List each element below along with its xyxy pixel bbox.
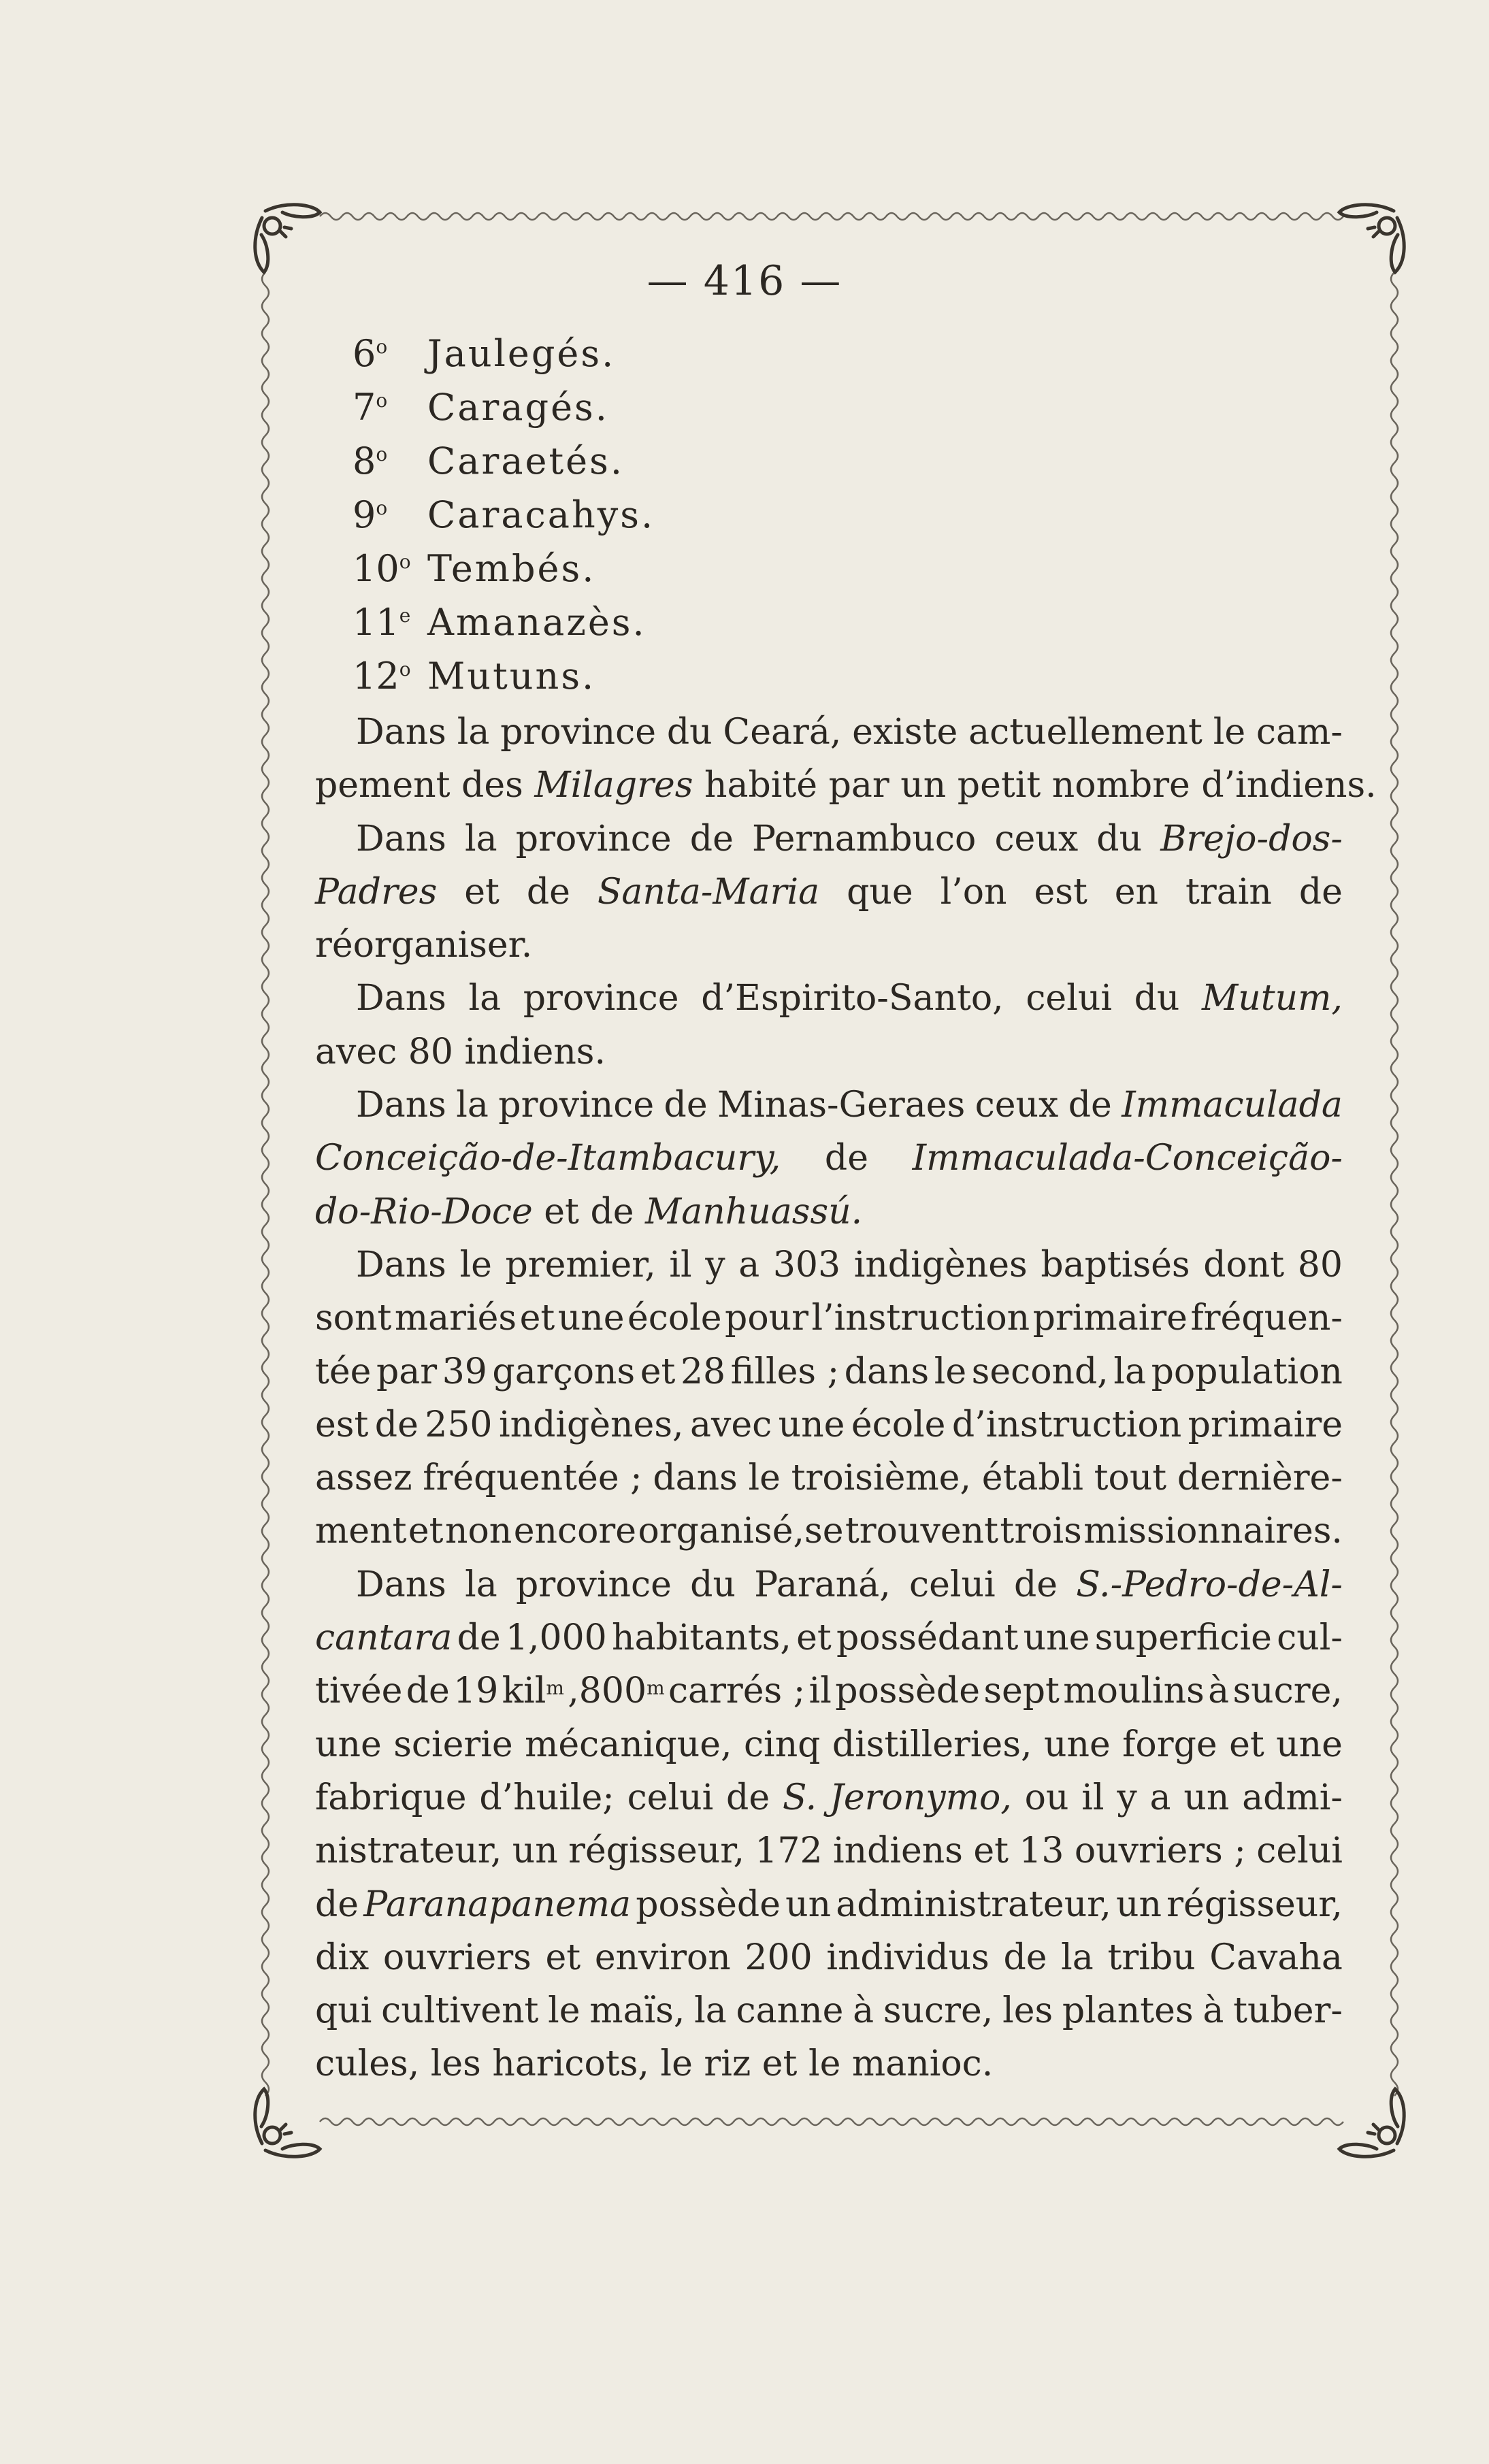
text-segment: dans	[844, 1351, 930, 1392]
text-line	[315, 2037, 1343, 2090]
nation-name: Jaulegés.	[427, 332, 616, 375]
text-segment: de	[664, 1085, 708, 1126]
text-segment: une	[1276, 1724, 1343, 1765]
text-segment: à	[1208, 1671, 1230, 1712]
text-segment: et	[408, 1511, 444, 1552]
text-segment: tée	[315, 1351, 372, 1392]
text-segment: primaire	[1188, 1404, 1343, 1445]
text-segment: et	[973, 1830, 1009, 1872]
text-segment: dernière-	[1177, 1458, 1343, 1499]
text-segment: de	[689, 818, 734, 859]
text-line	[315, 1878, 1343, 1931]
corner-ornament-bottom-left	[245, 2082, 327, 2164]
text-segment: garçons	[492, 1351, 636, 1392]
text-segment: cultivent	[381, 1990, 539, 2032]
text-segment: sucre,	[1232, 1671, 1343, 1712]
text-segment: et	[1229, 1724, 1264, 1765]
text-segment: Dans	[356, 978, 446, 1019]
italic-segment: S.-Pedro-de-Al-	[1076, 1564, 1343, 1605]
text-line	[315, 1398, 1343, 1451]
text-segment: moulins	[1063, 1671, 1205, 1712]
text-segment: tout	[1094, 1458, 1167, 1499]
text-segment: habitants,	[611, 1617, 791, 1659]
text-segment: d’Espirito-Santo,	[701, 978, 1004, 1019]
text-segment: celui	[1026, 978, 1112, 1019]
text-segment: établi	[981, 1458, 1083, 1499]
text-segment: de	[406, 1671, 450, 1712]
text-segment: de	[315, 1884, 359, 1925]
text-segment: de	[457, 1617, 501, 1659]
nation-name: Caraetés.	[427, 440, 625, 482]
nation-name: Amanazès.	[427, 601, 647, 644]
text-segment: dans	[653, 1458, 738, 1499]
text-segment: troisième,	[791, 1458, 971, 1499]
text-segment: ceux	[975, 1085, 1059, 1126]
text-segment: que	[847, 871, 913, 913]
text-segment: il	[808, 1671, 832, 1712]
text-line	[315, 1505, 1343, 1558]
text-segment: dont	[1203, 1244, 1285, 1285]
text-segment: le	[748, 1458, 781, 1499]
text-segment: fréquen-	[1190, 1298, 1343, 1339]
text-segment: mécanique,	[525, 1724, 732, 1765]
text-segment: existe	[852, 712, 958, 753]
nation-item	[353, 320, 655, 374]
nation-number: 10$^o$	[353, 547, 411, 590]
text-segment: a	[1149, 1777, 1171, 1818]
text-segment: l’on	[940, 871, 1007, 913]
text-segment: régisseur,	[568, 1830, 744, 1872]
text-segment: Dans	[356, 1564, 446, 1605]
unit-segment: ,800$^m$	[568, 1671, 665, 1712]
text-segment: tuber-	[1233, 1990, 1343, 2032]
text-segment: en	[1114, 871, 1159, 913]
frame-left-border	[257, 272, 274, 2096]
text-segment: d’huile;	[479, 1777, 615, 1818]
text-segment: tribu	[1107, 1937, 1196, 1978]
text-segment: la	[457, 712, 490, 753]
text-segment: ceux	[994, 818, 1079, 859]
text-segment: par	[376, 1351, 438, 1392]
text-line	[315, 1238, 1343, 1292]
text-segment: un	[512, 1830, 558, 1872]
text-segment: dix	[315, 1937, 370, 1978]
text-segment: plantes	[1062, 1990, 1194, 2032]
text-segment: école	[627, 1298, 722, 1339]
text-segment: assez	[315, 1458, 412, 1499]
unit-segment: kil$^m$	[502, 1671, 564, 1712]
text-segment: 13	[1019, 1830, 1064, 1872]
page-number: — 416 —	[647, 257, 842, 305]
nation-number: 7$^o$	[353, 386, 388, 429]
text-segment: admi-	[1242, 1777, 1343, 1818]
text-segment: la	[694, 1990, 727, 2032]
text-segment: avec 80 indiens.	[315, 1031, 606, 1072]
text-segment: population	[1151, 1351, 1343, 1392]
text-segment: à	[853, 1990, 874, 2032]
text-line	[315, 706, 1343, 759]
text-segment: Dans	[356, 1244, 446, 1285]
nation-item	[353, 642, 655, 696]
italic-segment: Manhuassú.	[645, 1191, 863, 1232]
italic-segment: do-Rio-Doce	[315, 1191, 533, 1232]
text-segment: tivée	[315, 1671, 403, 1712]
italic-segment: Brejo-dos-	[1160, 818, 1343, 859]
text-segment: 28	[680, 1351, 726, 1392]
text-segment: et	[519, 1298, 555, 1339]
text-segment: Pernambuco	[752, 818, 977, 859]
text-segment: habité par un petit nombre d’indiens.	[693, 765, 1377, 806]
text-segment: cinq	[743, 1724, 821, 1765]
text-segment: et	[464, 871, 500, 913]
text-segment: Dans	[356, 712, 446, 753]
text-segment: y	[1117, 1777, 1137, 1818]
nation-number: 11e	[353, 601, 411, 644]
text-line	[315, 1931, 1343, 1984]
text-line	[315, 1025, 1343, 1079]
text-segment: sept	[983, 1671, 1060, 1712]
frame-bottom-border	[320, 2114, 1347, 2130]
text-segment: une	[557, 1298, 625, 1339]
nation-item	[353, 589, 655, 642]
text-segment: une	[1043, 1724, 1111, 1765]
text-segment: du	[666, 712, 713, 753]
text-segment: une	[315, 1724, 382, 1765]
text-segment: est	[315, 1404, 369, 1445]
text-segment: 80	[1297, 1244, 1343, 1285]
text-segment: école	[851, 1404, 946, 1445]
text-segment: scierie	[393, 1724, 513, 1765]
text-segment: de	[526, 871, 570, 913]
text-segment: Dans	[356, 1085, 446, 1126]
text-segment: Cavaha	[1209, 1937, 1343, 1978]
text-line	[315, 1824, 1343, 1877]
text-segment: du	[1134, 978, 1180, 1019]
text-segment: canne	[736, 1990, 844, 2032]
text-segment: la	[456, 1085, 489, 1126]
text-segment: sont	[315, 1298, 392, 1339]
text-segment: indigènes,	[498, 1404, 684, 1445]
text-segment: celui	[909, 1564, 996, 1605]
text-segment: 172	[755, 1830, 823, 1872]
text-line	[315, 972, 1343, 1025]
text-segment: celui	[627, 1777, 714, 1818]
text-segment: réorganiser.	[315, 925, 533, 966]
text-segment: sucre,	[883, 1990, 994, 2032]
nation-list	[353, 320, 655, 696]
text-segment: la	[465, 818, 497, 859]
text-segment: un	[785, 1884, 832, 1925]
text-segment: missionnaires.	[1083, 1511, 1343, 1552]
text-segment: fréquentée ;	[423, 1458, 642, 1499]
text-line	[315, 1132, 1343, 1185]
text-segment: superficie	[1094, 1617, 1272, 1659]
text-segment: régisseur,	[1166, 1884, 1343, 1925]
text-segment: baptisés	[1041, 1244, 1190, 1285]
text-segment: de	[1013, 1564, 1058, 1605]
text-segment: un	[1115, 1884, 1162, 1925]
text-segment: Ceará,	[723, 712, 842, 753]
nation-number: 9$^o$	[353, 493, 388, 536]
text-segment: cam-	[1256, 712, 1343, 753]
text-segment: nistrateur,	[315, 1830, 502, 1872]
text-segment: la	[468, 978, 502, 1019]
text-segment: province	[500, 712, 656, 753]
text-segment: le	[1213, 712, 1246, 753]
italic-segment: cantara	[315, 1617, 453, 1659]
text-segment: Minas-Geraes	[717, 1085, 966, 1126]
text-line	[315, 1611, 1343, 1664]
text-segment: ment	[315, 1511, 407, 1552]
nation-item	[353, 481, 655, 535]
text-segment: il	[669, 1244, 692, 1285]
text-line	[315, 1718, 1343, 1771]
text-segment: qui	[315, 1990, 372, 2032]
italic-segment: Paranapanema	[363, 1884, 632, 1925]
text-line	[315, 759, 1377, 812]
text-segment: pement des	[315, 765, 535, 806]
text-segment: à	[1202, 1990, 1224, 2032]
text-segment: le	[548, 1990, 580, 2032]
text-segment: second,	[971, 1351, 1109, 1392]
text-segment: administrateur,	[836, 1884, 1111, 1925]
text-line	[315, 1185, 1343, 1238]
text-segment: les	[1002, 1990, 1053, 2032]
text-segment: une	[778, 1404, 845, 1445]
text-line	[315, 1771, 1343, 1824]
text-segment: cules, les haricots, le riz et le manioc.	[315, 2043, 994, 2085]
text-segment: de	[726, 1777, 770, 1818]
italic-segment: Milagres	[534, 765, 693, 806]
frame-top-border	[320, 208, 1347, 225]
text-segment: une	[1023, 1617, 1090, 1659]
text-segment: d’instruction	[951, 1404, 1182, 1445]
text-segment: possède	[835, 1671, 980, 1712]
text-segment: trois	[1000, 1511, 1082, 1552]
italic-segment: Immaculada-Conceição-	[912, 1138, 1343, 1179]
text-segment: et	[640, 1351, 676, 1392]
text-segment: pour	[725, 1298, 808, 1339]
text-segment: mariés	[394, 1298, 517, 1339]
text-segment: il	[1081, 1777, 1105, 1818]
text-segment: fabrique	[315, 1777, 467, 1818]
text-segment: maïs,	[589, 1990, 685, 2032]
text-segment: province	[516, 1564, 672, 1605]
frame-right-border	[1386, 272, 1403, 2096]
text-segment: ouvriers	[382, 1937, 531, 1978]
text-line	[315, 919, 1343, 972]
text-segment: 250	[425, 1404, 493, 1445]
body-text	[315, 706, 1377, 2091]
text-segment: du	[1096, 818, 1143, 859]
text-segment: organisé,se	[638, 1511, 844, 1552]
text-segment: environ	[594, 1937, 731, 1978]
italic-segment: Conceição-de-Itambacury,	[315, 1138, 781, 1179]
text-segment: la	[465, 1564, 497, 1605]
italic-segment: Santa-Maria	[597, 871, 820, 913]
text-segment: la	[1113, 1351, 1147, 1392]
nation-number: 8$^o$	[353, 440, 388, 482]
text-segment: l’instruction	[811, 1298, 1030, 1339]
text-segment: cul-	[1277, 1617, 1343, 1659]
italic-segment: Jeronymo,	[830, 1777, 1012, 1818]
corner-ornament-bottom-right	[1332, 2082, 1414, 2164]
text-line	[315, 1079, 1343, 1132]
text-segment: 39	[442, 1351, 487, 1392]
nation-item	[353, 535, 655, 589]
text-segment: distilleries,	[832, 1724, 1032, 1765]
text-segment: 19	[453, 1671, 499, 1712]
nation-name: Mutuns.	[427, 655, 596, 697]
text-segment: carrés ;	[668, 1671, 806, 1712]
text-segment: province	[523, 978, 679, 1019]
text-segment: actuellement	[968, 712, 1202, 753]
text-segment: trouvent	[845, 1511, 998, 1552]
text-segment: avec	[689, 1404, 772, 1445]
italic-segment: S.	[782, 1777, 817, 1818]
text-segment: indiens	[832, 1830, 963, 1872]
text-segment: 1,000	[505, 1617, 607, 1659]
text-segment: du	[690, 1564, 736, 1605]
text-segment: province	[515, 818, 672, 859]
text-segment: individus	[826, 1937, 989, 1978]
text-line	[315, 812, 1343, 866]
text-segment: non	[444, 1511, 512, 1552]
text-segment: primaire	[1032, 1298, 1188, 1339]
text-segment: forge	[1122, 1724, 1217, 1765]
text-segment: 200	[744, 1937, 813, 1978]
text-segment: province	[498, 1085, 655, 1126]
text-segment: celui	[1256, 1830, 1343, 1872]
italic-segment: Immaculada	[1122, 1085, 1343, 1126]
text-segment: un	[1183, 1777, 1230, 1818]
text-segment: le	[459, 1244, 492, 1285]
text-segment: Dans	[356, 818, 446, 859]
text-line	[315, 1345, 1343, 1398]
nation-name: Caracahys.	[427, 493, 655, 536]
nation-name: Tembés.	[427, 547, 596, 590]
text-segment: est	[1034, 871, 1087, 913]
nation-number: 6$^o$	[353, 332, 388, 375]
text-segment: de	[1298, 871, 1343, 913]
text-line	[315, 1558, 1343, 1611]
italic-segment: Mutum,	[1201, 978, 1343, 1019]
text-line	[315, 1292, 1343, 1345]
text-segment: a	[738, 1244, 760, 1285]
text-segment: et	[796, 1617, 832, 1659]
text-segment: possède	[636, 1884, 781, 1925]
text-line	[315, 866, 1343, 919]
italic-segment: Padres	[315, 871, 438, 913]
nation-item	[353, 427, 655, 481]
text-segment: de	[1003, 1937, 1047, 1978]
text-segment: Paraná,	[754, 1564, 891, 1605]
text-segment: de	[824, 1138, 868, 1179]
text-segment: ou	[1024, 1777, 1069, 1818]
nation-name: Caragés.	[427, 386, 609, 429]
nation-number: 12$^o$	[353, 655, 411, 697]
text-segment: 303	[772, 1244, 841, 1285]
text-segment: premier,	[505, 1244, 656, 1285]
text-segment: ouvriers ;	[1074, 1830, 1246, 1872]
text-segment: indigènes	[853, 1244, 1028, 1285]
nation-item	[353, 374, 655, 427]
text-segment: train	[1185, 871, 1272, 913]
text-line	[315, 1664, 1343, 1718]
text-segment: possédant	[836, 1617, 1019, 1659]
text-segment: le	[934, 1351, 967, 1392]
text-segment: et de	[532, 1191, 646, 1232]
text-segment: de	[1068, 1085, 1112, 1126]
text-segment: filles ;	[730, 1351, 840, 1392]
text-segment: de	[374, 1404, 419, 1445]
text-line	[315, 1451, 1343, 1505]
text-line	[315, 1984, 1343, 2037]
text-segment: y	[705, 1244, 725, 1285]
text-segment: et	[545, 1937, 581, 1978]
text-segment: la	[1061, 1937, 1094, 1978]
text-segment: encore	[513, 1511, 637, 1552]
